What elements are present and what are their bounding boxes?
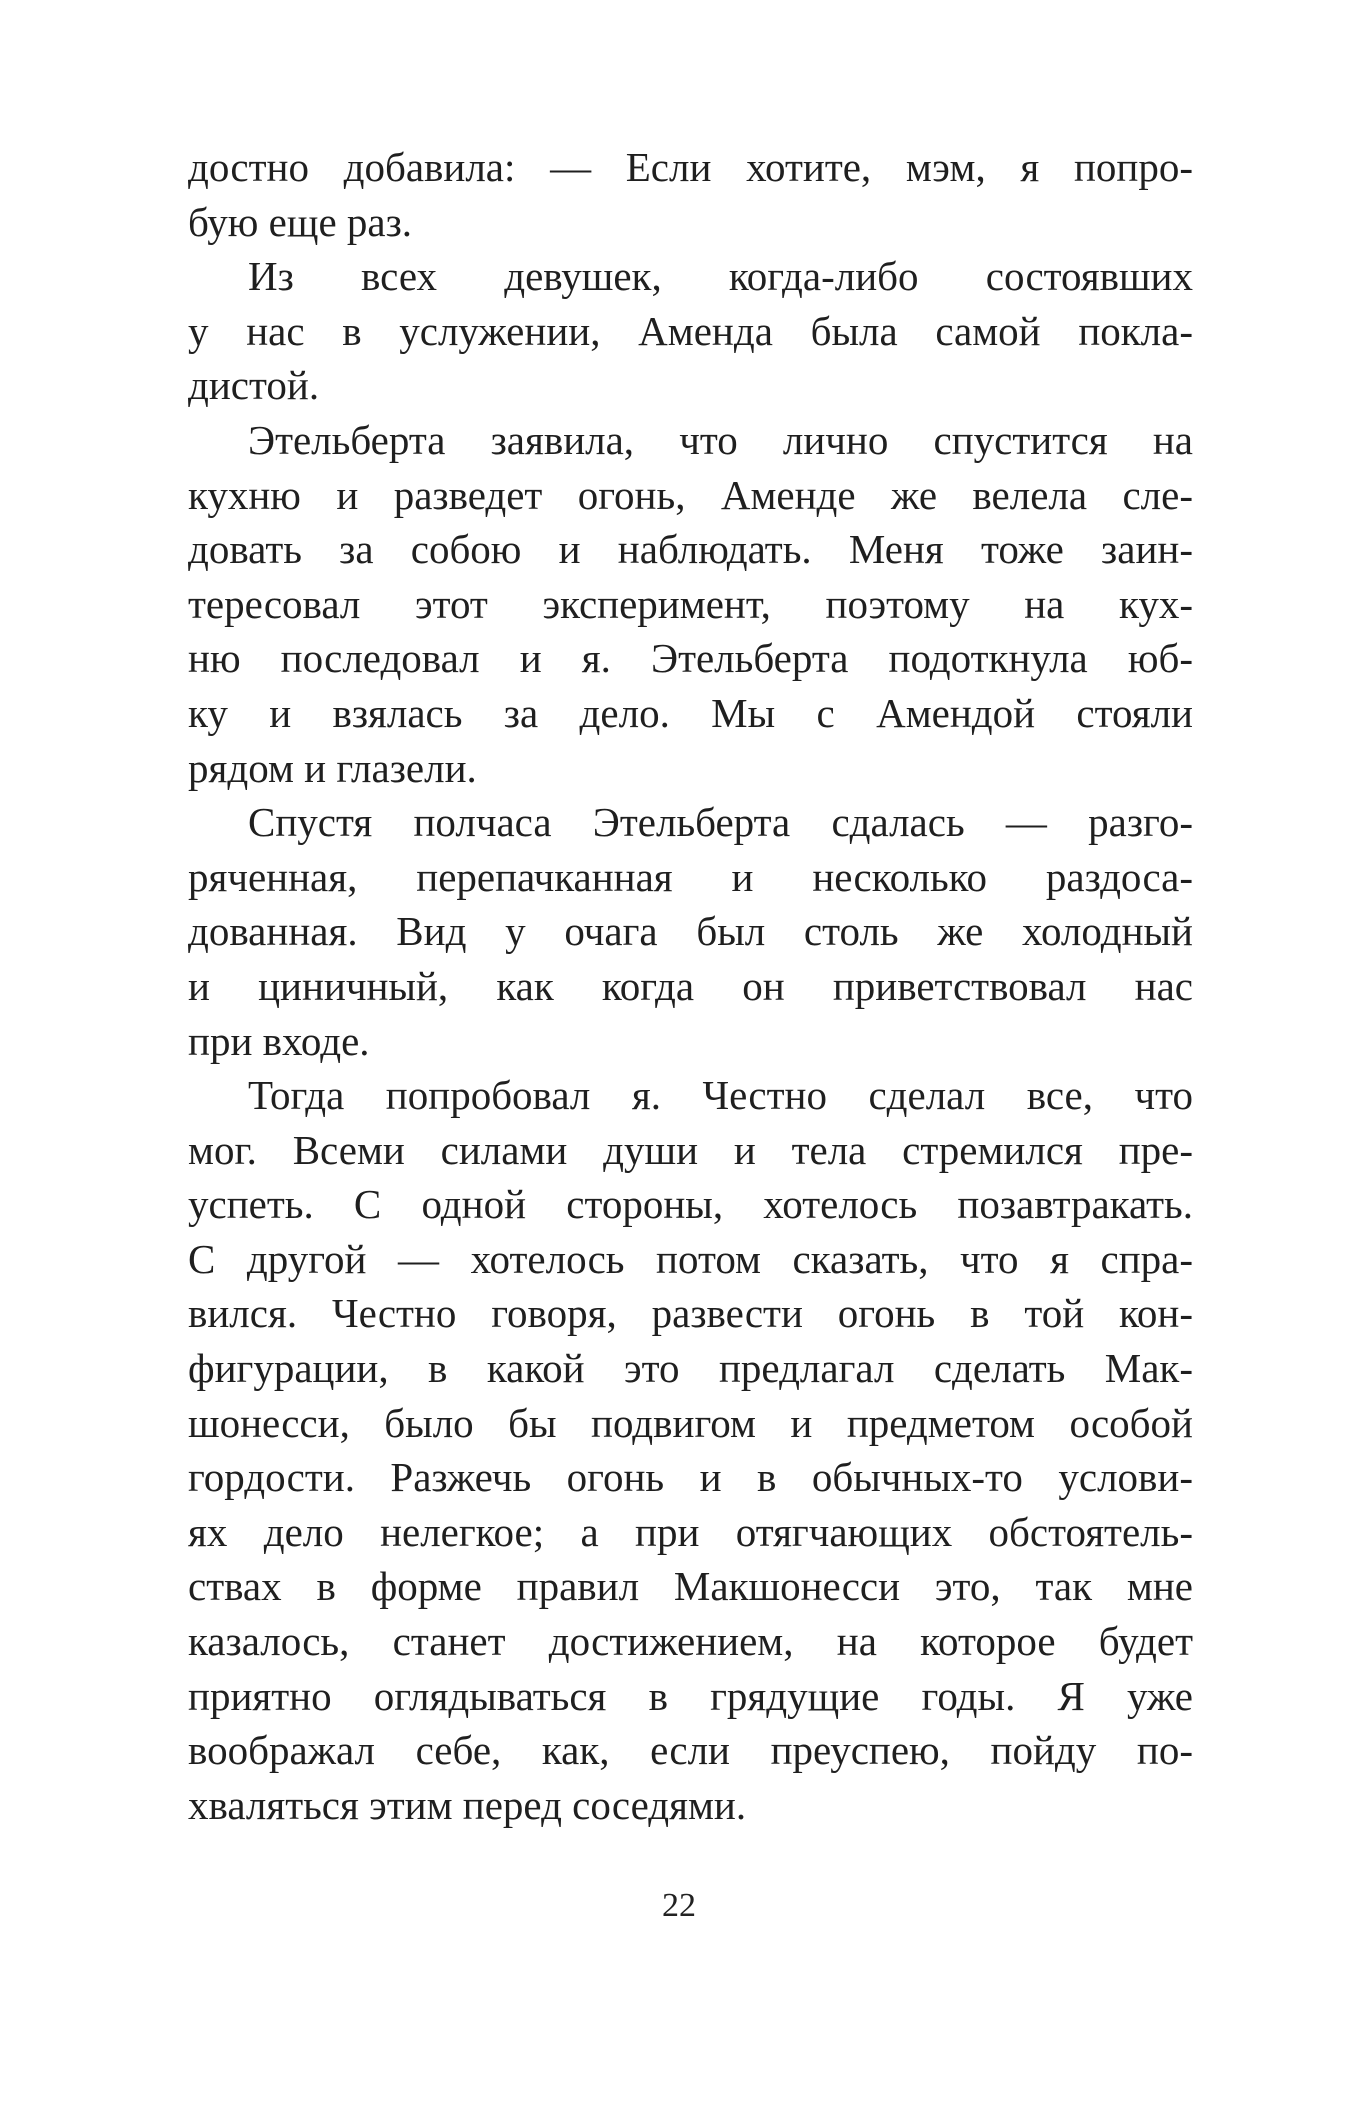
text-line: ях дело нелегкое; а при отягчающих обстоятель- bbox=[188, 1508, 1193, 1555]
paragraph bbox=[188, 1068, 1193, 1832]
paragraph bbox=[188, 413, 1193, 795]
text-line: воображал себе, как, если преуспею, пойду по- bbox=[188, 1727, 1193, 1774]
text-line: приятно оглядываться в грядущие годы. Я уже bbox=[188, 1672, 1193, 1719]
text-line: мог. Всеми силами души и тела стремился пре- bbox=[188, 1126, 1193, 1173]
text-line: достно добавила: — Если хотите, мэм, я попро- bbox=[188, 144, 1193, 190]
text-line: кухню и разведет огонь, Аменде же велела сле- bbox=[188, 471, 1193, 518]
text-line: Из всех девушек, когда-либо состоявших bbox=[248, 253, 1193, 300]
paragraph bbox=[188, 795, 1193, 1068]
text-line: ку и взялась за дело. Мы с Амендой стояли bbox=[188, 689, 1193, 736]
text-line: у нас в услужении, Аменда была самой покла- bbox=[188, 307, 1193, 354]
text-line: тересовал этот эксперимент, поэтому на кух- bbox=[188, 580, 1193, 627]
text-line: хваляться этим перед соседями. bbox=[188, 1781, 747, 1828]
text-line: рядом и глазели. bbox=[188, 744, 477, 791]
text-line: Спустя полчаса Этельберта сдалась — разго- bbox=[248, 799, 1193, 846]
text-line: дистой. bbox=[188, 362, 320, 409]
paragraph bbox=[188, 140, 1193, 249]
text-line: С другой — хотелось потом сказать, что я спра- bbox=[188, 1235, 1193, 1282]
text-line: и циничный, как когда он приветствовал нас bbox=[188, 962, 1193, 1009]
text-line: фигурации, в какой это предлагал сделать Мак- bbox=[188, 1345, 1193, 1392]
text-line: гордости. Разжечь огонь и в обычных-то услови- bbox=[188, 1454, 1193, 1501]
text-line: шонесси, было бы подвигом и предметом особой bbox=[188, 1399, 1193, 1446]
text-line: ствах в форме правил Макшонесси это, так мне bbox=[188, 1563, 1193, 1610]
text-line: Тогда попробовал я. Честно сделал все, что bbox=[248, 1072, 1193, 1119]
text-line: ню последовал и я. Этельберта подоткнула юб- bbox=[188, 635, 1193, 682]
text-line: Этельберта заявила, что лично спустится на bbox=[248, 416, 1193, 463]
text-line: дованная. Вид у очага был столь же холодный bbox=[188, 908, 1193, 955]
text-line: довать за собою и наблюдать. Меня тоже заин- bbox=[188, 526, 1193, 573]
text-line: успеть. С одной стороны, хотелось позавтракать. bbox=[188, 1181, 1193, 1228]
body-text bbox=[188, 140, 1193, 1832]
text-line: ряченная, перепачканная и несколько раздоса- bbox=[188, 853, 1193, 900]
text-line: казалось, станет достижением, на которое будет bbox=[188, 1618, 1193, 1665]
paragraph bbox=[188, 249, 1193, 413]
page-number: 22 bbox=[662, 1887, 696, 1924]
text-line: бую еще раз. bbox=[188, 198, 413, 245]
text-line: при входе. bbox=[188, 1017, 370, 1064]
text-line: вился. Честно говоря, развести огонь в той кон- bbox=[188, 1290, 1193, 1337]
